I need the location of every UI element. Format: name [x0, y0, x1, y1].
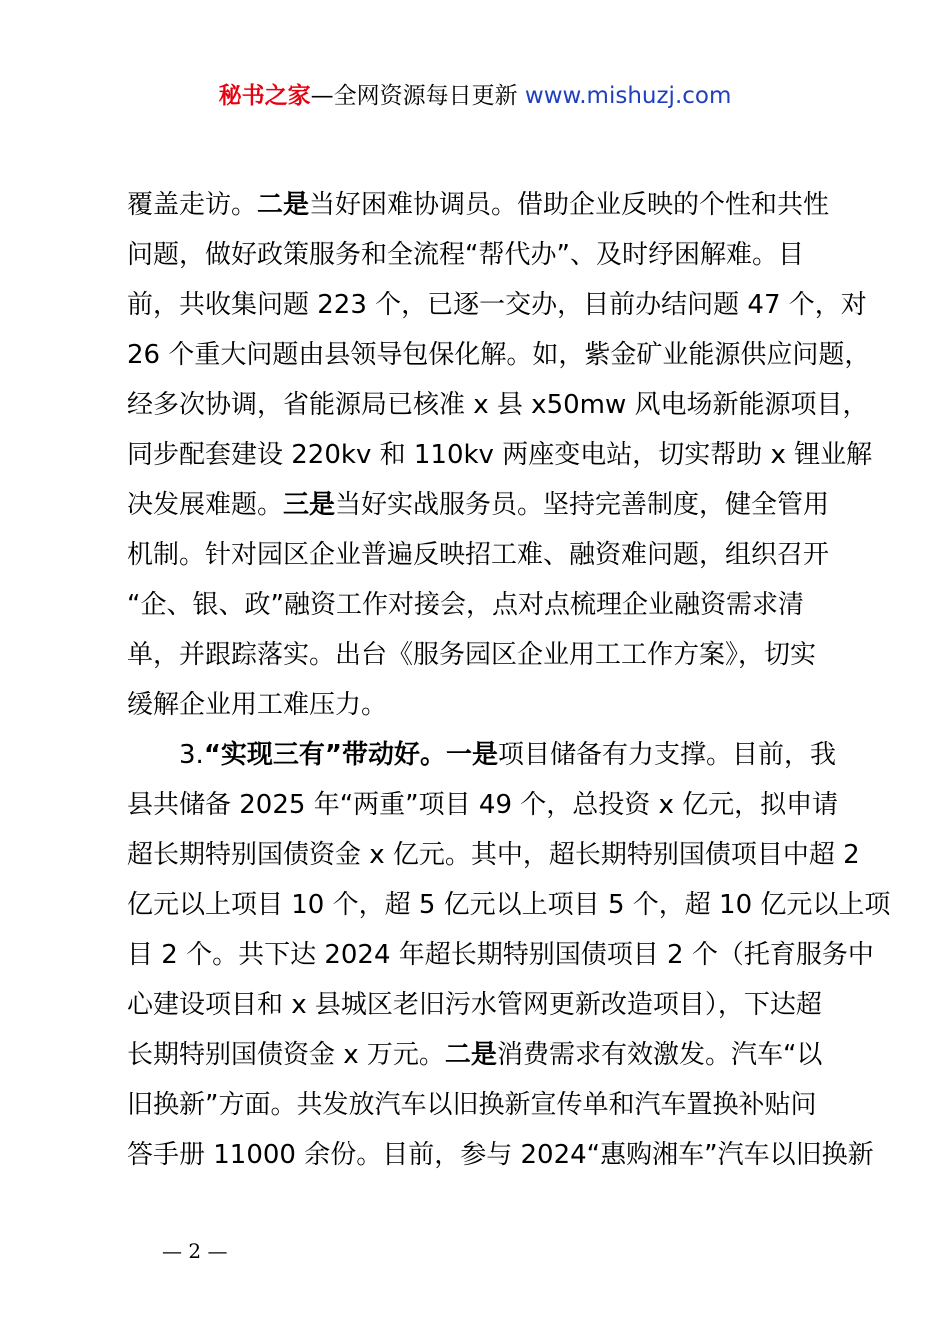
site-tagline: —全网资源每日更新: [310, 83, 525, 109]
text-run: 3.: [179, 740, 204, 770]
text-line: [127, 480, 837, 530]
text-line: [127, 680, 837, 730]
text-line: [127, 1130, 874, 1180]
text-line: [127, 430, 873, 480]
site-brand: 秘书之家: [218, 83, 311, 109]
text-line: [127, 830, 860, 880]
text-line: [127, 280, 867, 330]
text-run: 问题，做好政策服务和全流程“帮代办”、及时纾困解难。目: [127, 240, 804, 270]
text-run: 消费需求有效激发。汽车“以: [496, 1040, 823, 1070]
text-run: 县共储备 2025 年“两重”项目 49 个，总投资 x 亿元，拟申请: [127, 790, 839, 820]
text-run: 超长期特别国债资金 x 亿元。其中，超长期特别国债项目中超 2: [127, 840, 860, 870]
text-run: 26 个重大问题由县领导包保化解。如，紫金矿业能源供应问题，: [127, 340, 871, 370]
page-number: — 2 —: [162, 1239, 228, 1263]
text-run: 经多次协调，省能源局已核准 x 县 x50mw 风电场新能源项目，: [127, 390, 869, 420]
text-run: “企、银、政”融资工作对接会，点对点梳理企业融资需求清: [127, 590, 804, 620]
text-line: [127, 730, 837, 780]
text-run: 单，并跟踪落实。出台《服务园区企业用工工作方案》，切实: [127, 640, 817, 670]
text-run: 亿元以上项目 10 个，超 5 亿元以上项目 5 个，超 10 亿元以上项: [127, 890, 891, 920]
bold-text: 二是: [257, 190, 310, 220]
text-run: 旧换新”方面。共发放汽车以旧换新宣传单和汽车置换补贴问: [127, 1090, 817, 1120]
bold-text: “实现三有”带动好。一是: [203, 740, 498, 770]
text-run: 当好困难协调员。借助企业反映的个性和共性: [309, 190, 830, 220]
text-line: [127, 780, 837, 830]
text-line: [127, 980, 837, 1030]
text-line: [127, 880, 891, 930]
bold-text: 二是: [444, 1040, 497, 1070]
text-run: 心建设项目和 x 县城区老旧污水管网更新改造项目），下达超: [127, 990, 822, 1020]
text-line: [127, 580, 837, 630]
text-line: [127, 230, 837, 280]
text-line: [127, 1030, 837, 1080]
text-run: 缓解企业用工难压力。: [127, 690, 388, 720]
text-run: 长期特别国债资金 x 万元。: [127, 1040, 445, 1070]
text-line: [127, 330, 871, 380]
text-run: 机制。针对园区企业普遍反映招工难、融资难问题，组织召开: [127, 540, 830, 570]
text-run: 覆盖走访。: [127, 190, 258, 220]
text-line: [127, 530, 837, 580]
site-banner: [0, 80, 950, 112]
text-line: [127, 1080, 837, 1130]
bold-text: 三是: [283, 490, 336, 520]
text-run: 项目储备有力支撑。目前，我: [498, 740, 837, 770]
text-run: 目 2 个。共下达 2024 年超长期特别国债项目 2 个（托育服务中: [127, 940, 874, 970]
text-run: 当好实战服务员。坚持完善制度，健全管用: [335, 490, 830, 520]
text-line: [127, 930, 874, 980]
text-run: 答手册 11000 余份。目前，参与 2024“惠购湘车”汽车以旧换新: [127, 1140, 874, 1170]
text-line: [127, 180, 837, 230]
text-line: [127, 380, 869, 430]
text-run: 同步配套建设 220kv 和 110kv 两座变电站，切实帮助 x 锂业解: [127, 440, 873, 470]
document-body: [127, 180, 891, 1180]
site-url[interactable]: www.mishuzj.com: [524, 83, 732, 109]
text-line: [127, 630, 837, 680]
text-run: 前，共收集问题 223 个，已逐一交办，目前办结问题 47 个，对: [127, 290, 867, 320]
text-run: 决发展难题。: [127, 490, 284, 520]
